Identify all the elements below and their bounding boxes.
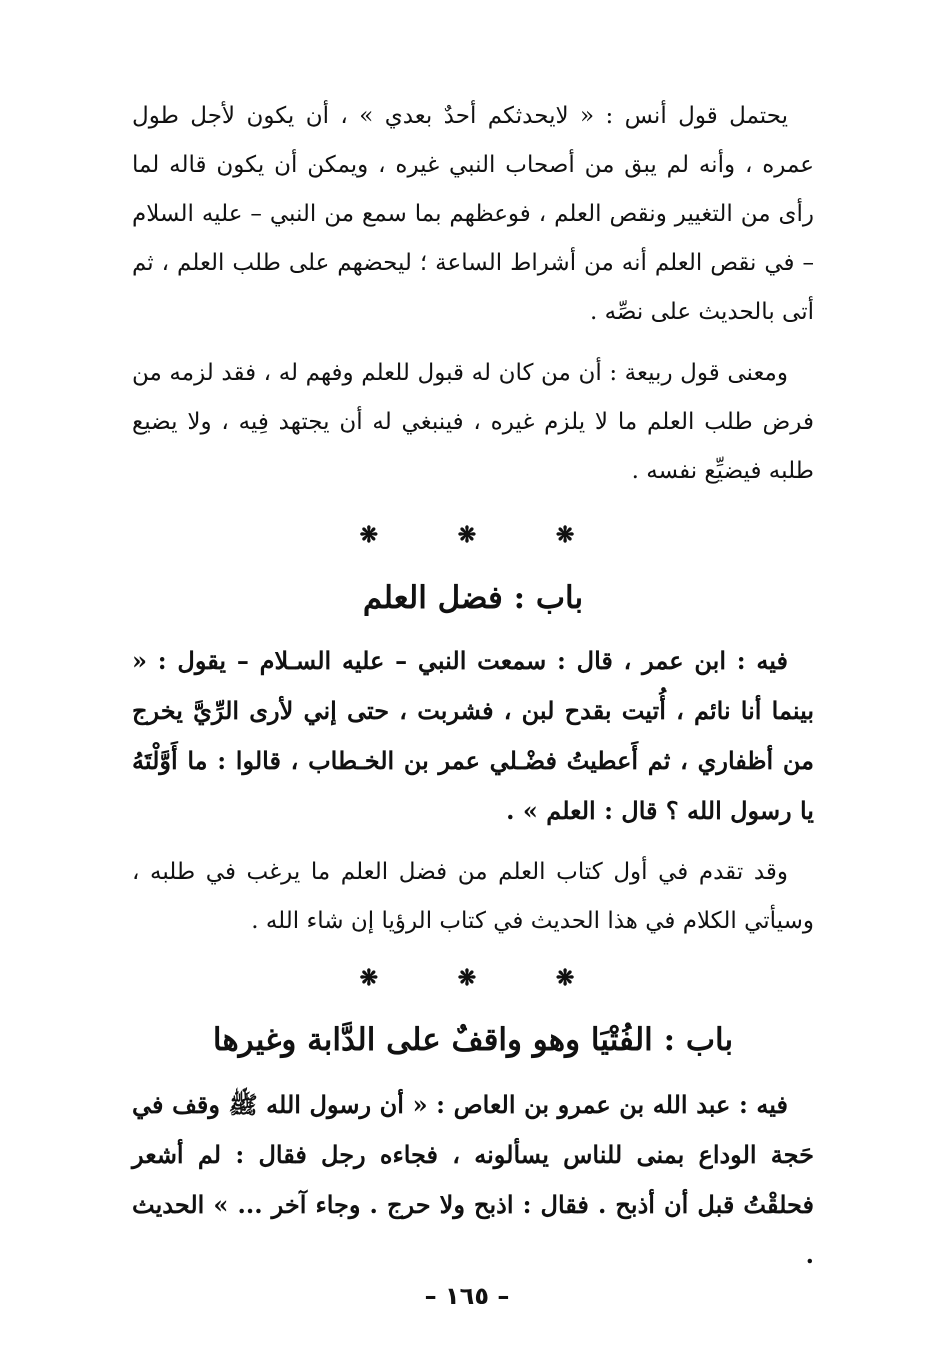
- paragraph-text: فيه : ابن عمر ، قال : سمعت النبي – عليه السـلام – يقول : « بينما أنا نائم ، أُتيت بقدح لبن ، فشربت ، حتى إني لأرى الرِّيَّ يخرج من أظفاري ، ثم أَعطيتُ فضْـلي عمر بن الخـطاب ، قالوا : ما أَوَّلْتَهُ يا رسول الله ؟ قال : العلم » .: [132, 646, 814, 825]
- paragraph-abdullah-hadith: [132, 1080, 814, 1280]
- paragraph-text: فيه : عبد الله بن عمرو بن العاص : « أن رسول الله ﷺ وقف في حَجة الوداع بمنى للناس يسألونه ، فجاءه رجل فقال : لم أشعر فحلقْتُ قبل أن أذبح . فقال : اذبح ولا حرج . وجاء آخر ... » الحديث .: [132, 1090, 814, 1269]
- paragraph-rabia: [132, 349, 814, 496]
- paragraph-text: وقد تقدم في أول كتاب العلم من فضل العلم ما يرغب في طلبه ، وسيأتي الكلام في هذا الحديث في كتاب الرؤيا إن شاء الله .: [132, 859, 814, 934]
- star-ornament-icon: ❋: [457, 965, 477, 991]
- paragraph-ibn-umar-hadith: [132, 636, 814, 836]
- section-separator: [0, 522, 934, 548]
- paragraph-commentary: [132, 848, 814, 946]
- star-ornament-icon: ❋: [359, 965, 379, 991]
- star-ornament-icon: ❋: [555, 965, 575, 991]
- paragraph-text: يحتمل قول أنس : « لايحدثكم أحدٌ بعدي » ، أن يكون لأجل طول عمره ، وأنه لم يبق من أصحاب النبي غيره ، ويمكن أن يكون قاله لما رأى من التغيير ونقص العلم ، فوعظهم بما سمع من النبي – عليه السلام – في نقص العلم أنه من أشراط الساعة ؛ ليحضهم على طلب العلم ، ثم أتى بالحديث على نصِّه .: [132, 103, 814, 325]
- star-ornament-icon: ❋: [457, 522, 477, 548]
- page-number: – ١٦٥ –: [424, 1282, 510, 1310]
- paragraph-text: ومعنى قول ربيعة : أن من كان له قبول للعلم وفهم له ، فقد لزمه من فرض طلب العلم ما لا يلزم غيره ، فينبغي له أن يجتهد فِيه ، ولا يضيع طلبه فيضيِّع نفسه .: [132, 360, 814, 484]
- star-ornament-icon: ❋: [359, 522, 379, 548]
- paragraph-anas: [132, 92, 814, 337]
- chapter-heading-fatwa-on-mount: باب : الفُتْيَا وهو واقفٌ على الدَّابة وغيرها: [212, 1022, 734, 1058]
- section-separator: [0, 965, 934, 991]
- chapter-heading-virtue-of-knowledge: باب : فضل العلم: [362, 580, 584, 616]
- star-ornament-icon: ❋: [555, 522, 575, 548]
